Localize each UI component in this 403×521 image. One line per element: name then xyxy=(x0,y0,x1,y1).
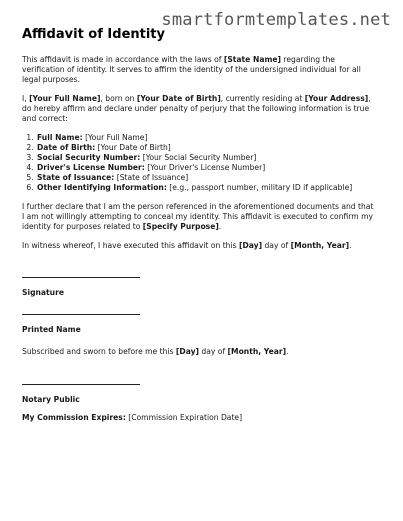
document-title: Affidavit of Identity xyxy=(22,27,165,42)
witness-text: In witness whereof, I have executed this affidavit on this xyxy=(22,241,239,250)
declaration-paragraph xyxy=(22,94,378,124)
item-label: State of Issuance: xyxy=(37,173,115,182)
intro-text-2: regarding the verification of identity. It serves to affirm the identity of the undersigned individual for all legal purposes. xyxy=(22,55,361,84)
list-item xyxy=(36,143,378,153)
declaration-text-2: , born on xyxy=(100,94,137,103)
day-placeholder: [Day] xyxy=(175,347,200,356)
declaration-text-3: , currently residing at xyxy=(220,94,305,103)
intro-paragraph xyxy=(22,55,378,85)
commission-label: My Commission Expires: xyxy=(22,413,126,422)
witness-text-3: . xyxy=(349,241,352,250)
further-text-2: . xyxy=(218,222,222,231)
intro-text: This affidavit is made in accordance with the laws of xyxy=(22,55,224,64)
day-placeholder: [Day] xyxy=(238,241,263,250)
item-value: [e.g., passport number, military ID if applicable] xyxy=(166,183,353,192)
further-text: I further declare that I am the person referenced in the aforementioned documents and that I am not willingly attempting to conceal my identity. This affidavit is executed to confirm my identity for purposes related to xyxy=(22,202,374,231)
item-label: Other Identifying Information: xyxy=(37,183,167,192)
full-name-placeholder: [Your Full Name] xyxy=(29,94,101,103)
sworn-text: Subscribed and sworn to before me this xyxy=(22,347,176,356)
item-label: Full Name: xyxy=(37,133,83,142)
item-label: Date of Birth: xyxy=(37,143,96,152)
identity-details-list xyxy=(22,133,378,193)
item-value: [Your Social Security Number] xyxy=(140,153,257,162)
address-placeholder: [Your Address] xyxy=(304,94,369,103)
month-year-placeholder: [Month, Year] xyxy=(290,241,350,250)
witness-text-2: day of xyxy=(262,241,291,250)
purpose-placeholder: [Specify Purpose] xyxy=(142,222,219,231)
item-value: [Your Full Name] xyxy=(82,133,148,142)
notary-label: Notary Public xyxy=(22,395,80,404)
dob-placeholder: [Your Date of Birth] xyxy=(136,94,221,103)
further-declaration-paragraph xyxy=(22,202,378,232)
witness-paragraph xyxy=(22,241,378,251)
list-item xyxy=(36,173,378,183)
commission-line xyxy=(22,413,378,423)
sworn-text-3: . xyxy=(286,347,289,356)
item-label: Social Security Number: xyxy=(37,153,141,162)
list-item xyxy=(36,163,378,173)
item-label: Driver's License Number: xyxy=(37,163,145,172)
sworn-text-2: day of xyxy=(199,347,228,356)
declaration-text-4: , do hereby affirm and declare under penalty of perjury that the following information is true and correct: xyxy=(22,94,371,123)
commission-value: [Commission Expiration Date] xyxy=(125,413,243,422)
signature-label: Signature xyxy=(22,288,64,297)
month-year-placeholder: [Month, Year] xyxy=(227,347,287,356)
list-item xyxy=(36,133,378,143)
signature-line xyxy=(22,277,140,278)
item-value: [Your Date of Birth] xyxy=(95,143,171,152)
site-watermark: smartformtemplates.net xyxy=(161,10,391,30)
printed-name-label: Printed Name xyxy=(22,325,81,334)
notary-line xyxy=(22,384,140,385)
printed-name-line xyxy=(22,314,140,315)
declaration-text: I, xyxy=(22,94,30,103)
state-name-placeholder: [State Name] xyxy=(223,55,281,64)
item-value: [State of Issuance] xyxy=(114,173,189,182)
sworn-paragraph xyxy=(22,347,378,357)
item-value: [Your Driver's License Number] xyxy=(144,163,266,172)
affidavit-document xyxy=(22,27,378,432)
list-item xyxy=(36,183,378,193)
list-item xyxy=(36,153,378,163)
